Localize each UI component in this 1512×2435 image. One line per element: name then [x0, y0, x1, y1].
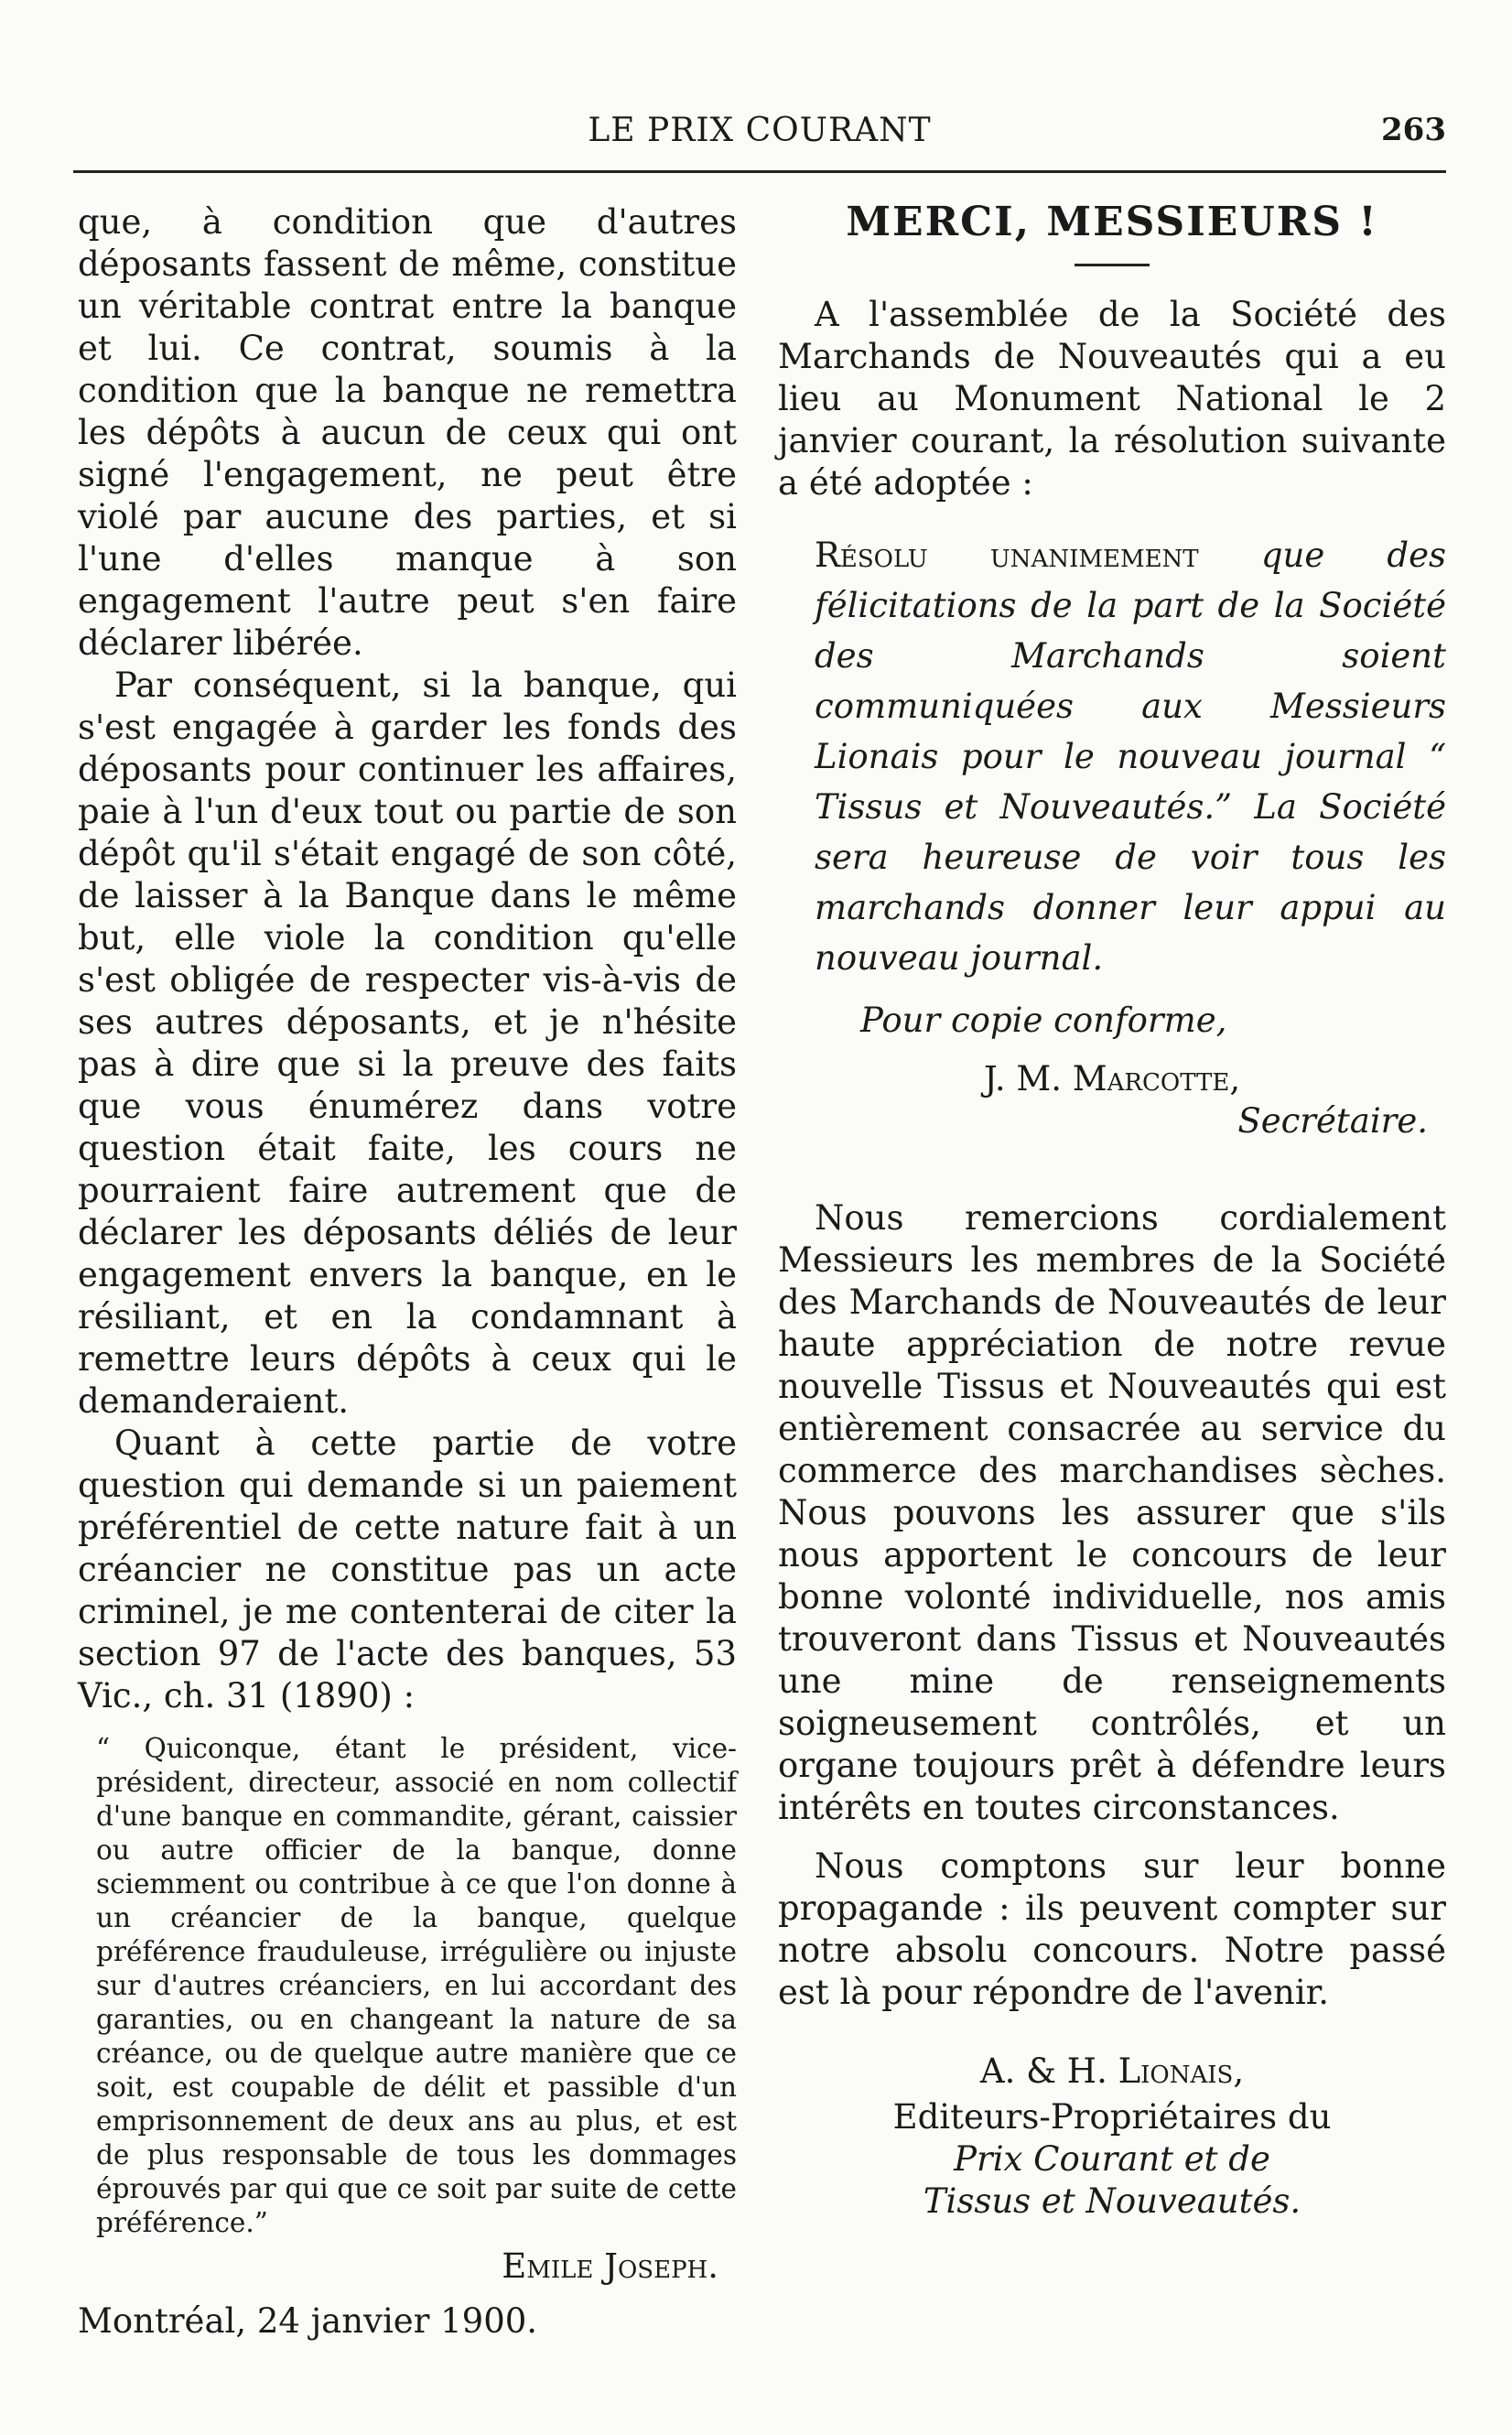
thanks-paragraph: Nous remercions cordialement Messieurs les membres de la Société des Marchands de Nouveautés de leur haute appréciation de notre revue nouvelle Tissus et Nouveautés qui est entièrement consacrée au service du commerce des marchandises sèches. Nous pouvons les assurer que s'ils nous apportent le concours de leur bonne volonté individuelle, nos amis trouveront dans Tissus et Nouveautés une mine de renseignements soigneusement contrôlés, et un organe toujours prêt à défendre leurs intérêts en toutes circonstances. [778, 1198, 1446, 1827]
resolution-body: que des félicitations de la part de la Société des Marchands soient communiquées aux Messieurs Lionais pour le nouveau journal “ Tissus et Nouveautés.” La Société sera heureuse de voir tous les marchands donner leur appui au nouveau journal. [815, 536, 1446, 978]
statute-quote: “ Quiconque, étant le président, vice-président, directeur, associé en nom collectif d'une banque en commandite, gérant, caissier ou autre officier de la banque, donne sciemment ou contribue à ce que l'on donne à un créancier de la banque, quelque préférence frauduleuse, irrégulière ou injuste sur d'autres créanciers, en lui accordant des garanties, ou en changeant la nature de sa créance, ou de quelque autre manière que ce soit, est coupable de délit et passible d'un emprisonnement de deux ans au plus, et est de plus responsable de tous les dommages éprouvés par qui que ce soit par suite de cette préférence.” [96, 1733, 737, 2238]
left-paragraph-1: que, à condition que d'autres déposants fassent de même, constitue un véritable contrat entre la banque et lui. Ce contrat, soumis à la condition que la banque ne remettra les dépôts à aucun de ceux qui ont signé l'engagement, ne peut être violé par aucune des parties, et si l'une d'elles manque à son engagement l'autre peut s'en faire déclarer libérée. [78, 202, 737, 663]
heading-rule [1075, 264, 1150, 266]
page-number: 263 [1381, 112, 1446, 148]
article-heading: MERCI, MESSIEURS ! [846, 199, 1378, 245]
resolution-text [815, 530, 1446, 983]
header-rule [73, 170, 1446, 173]
signoff-line-1: Editeurs-Propriétaires du [892, 2097, 1332, 2137]
left-paragraph-2: Par conséquent, si la banque, qui s'est engagée à garder les fonds des déposants pour continuer les affaires, paie à l'un d'eux tout ou partie de son dépôt qu'il s'était engagé de son côté, de laisser à la Banque dans le même but, elle viole la condition qu'elle s'est obligée de respecter vis-à-vis de ses autres déposants, et je n'hésite pas à dire que si la preuve des faits que vous énumérez dans votre question était faite, les cours ne pourraient faire autrement que de déclarer les déposants déliés de leur engagement envers la banque, en le résiliant, et en la condamnant à remettre leurs dépôts à ceux qui le demanderaient. [78, 666, 737, 1421]
resolution-lead: Résolu unanimement [815, 536, 1199, 575]
left-paragraph-3: Quant à cette partie de votre question qui demande si un paiement préférentiel de cette nature fait à un créancier ne constitue pas un acte criminel, je me contenterai de citer la section 97 de l'acte des banques, 53 Vic., ch. 31 (1890) : [78, 1423, 737, 1715]
running-title: LE PRIX COURANT [588, 112, 932, 149]
signer-role: Secrétaire. [1237, 1101, 1428, 1141]
closing-paragraph: Nous comptons sur leur bonne propagande : ils peuvent compter sur notre absolu concours. Notre passé est là pour répondre de l'avenir. [778, 1846, 1446, 2012]
author-signature: Emile Joseph. [502, 2246, 718, 2286]
signoff-line-3: Tissus et Nouveautés. [923, 2181, 1301, 2221]
signoff-line-2: Prix Courant et de [954, 2139, 1270, 2179]
signoff-name: A. & H. Lionais, [979, 2051, 1245, 2091]
signoff [778, 2051, 1446, 2223]
signer-name: J. M. Marcotte, [983, 1059, 1241, 1098]
page-header [73, 112, 1446, 167]
copy-line: Pour copie conforme, [860, 1001, 1227, 1040]
place-date: Montréal, 24 janvier 1900. [78, 2301, 538, 2341]
left-column [78, 201, 737, 2343]
right-column [778, 201, 1446, 2223]
intro-paragraph: A l'assemblée de la Société des Marchands de Nouveautés qui a eu lieu au Monument National le 2 janvier courant, la résolution suivante a été adoptée : [778, 295, 1446, 503]
